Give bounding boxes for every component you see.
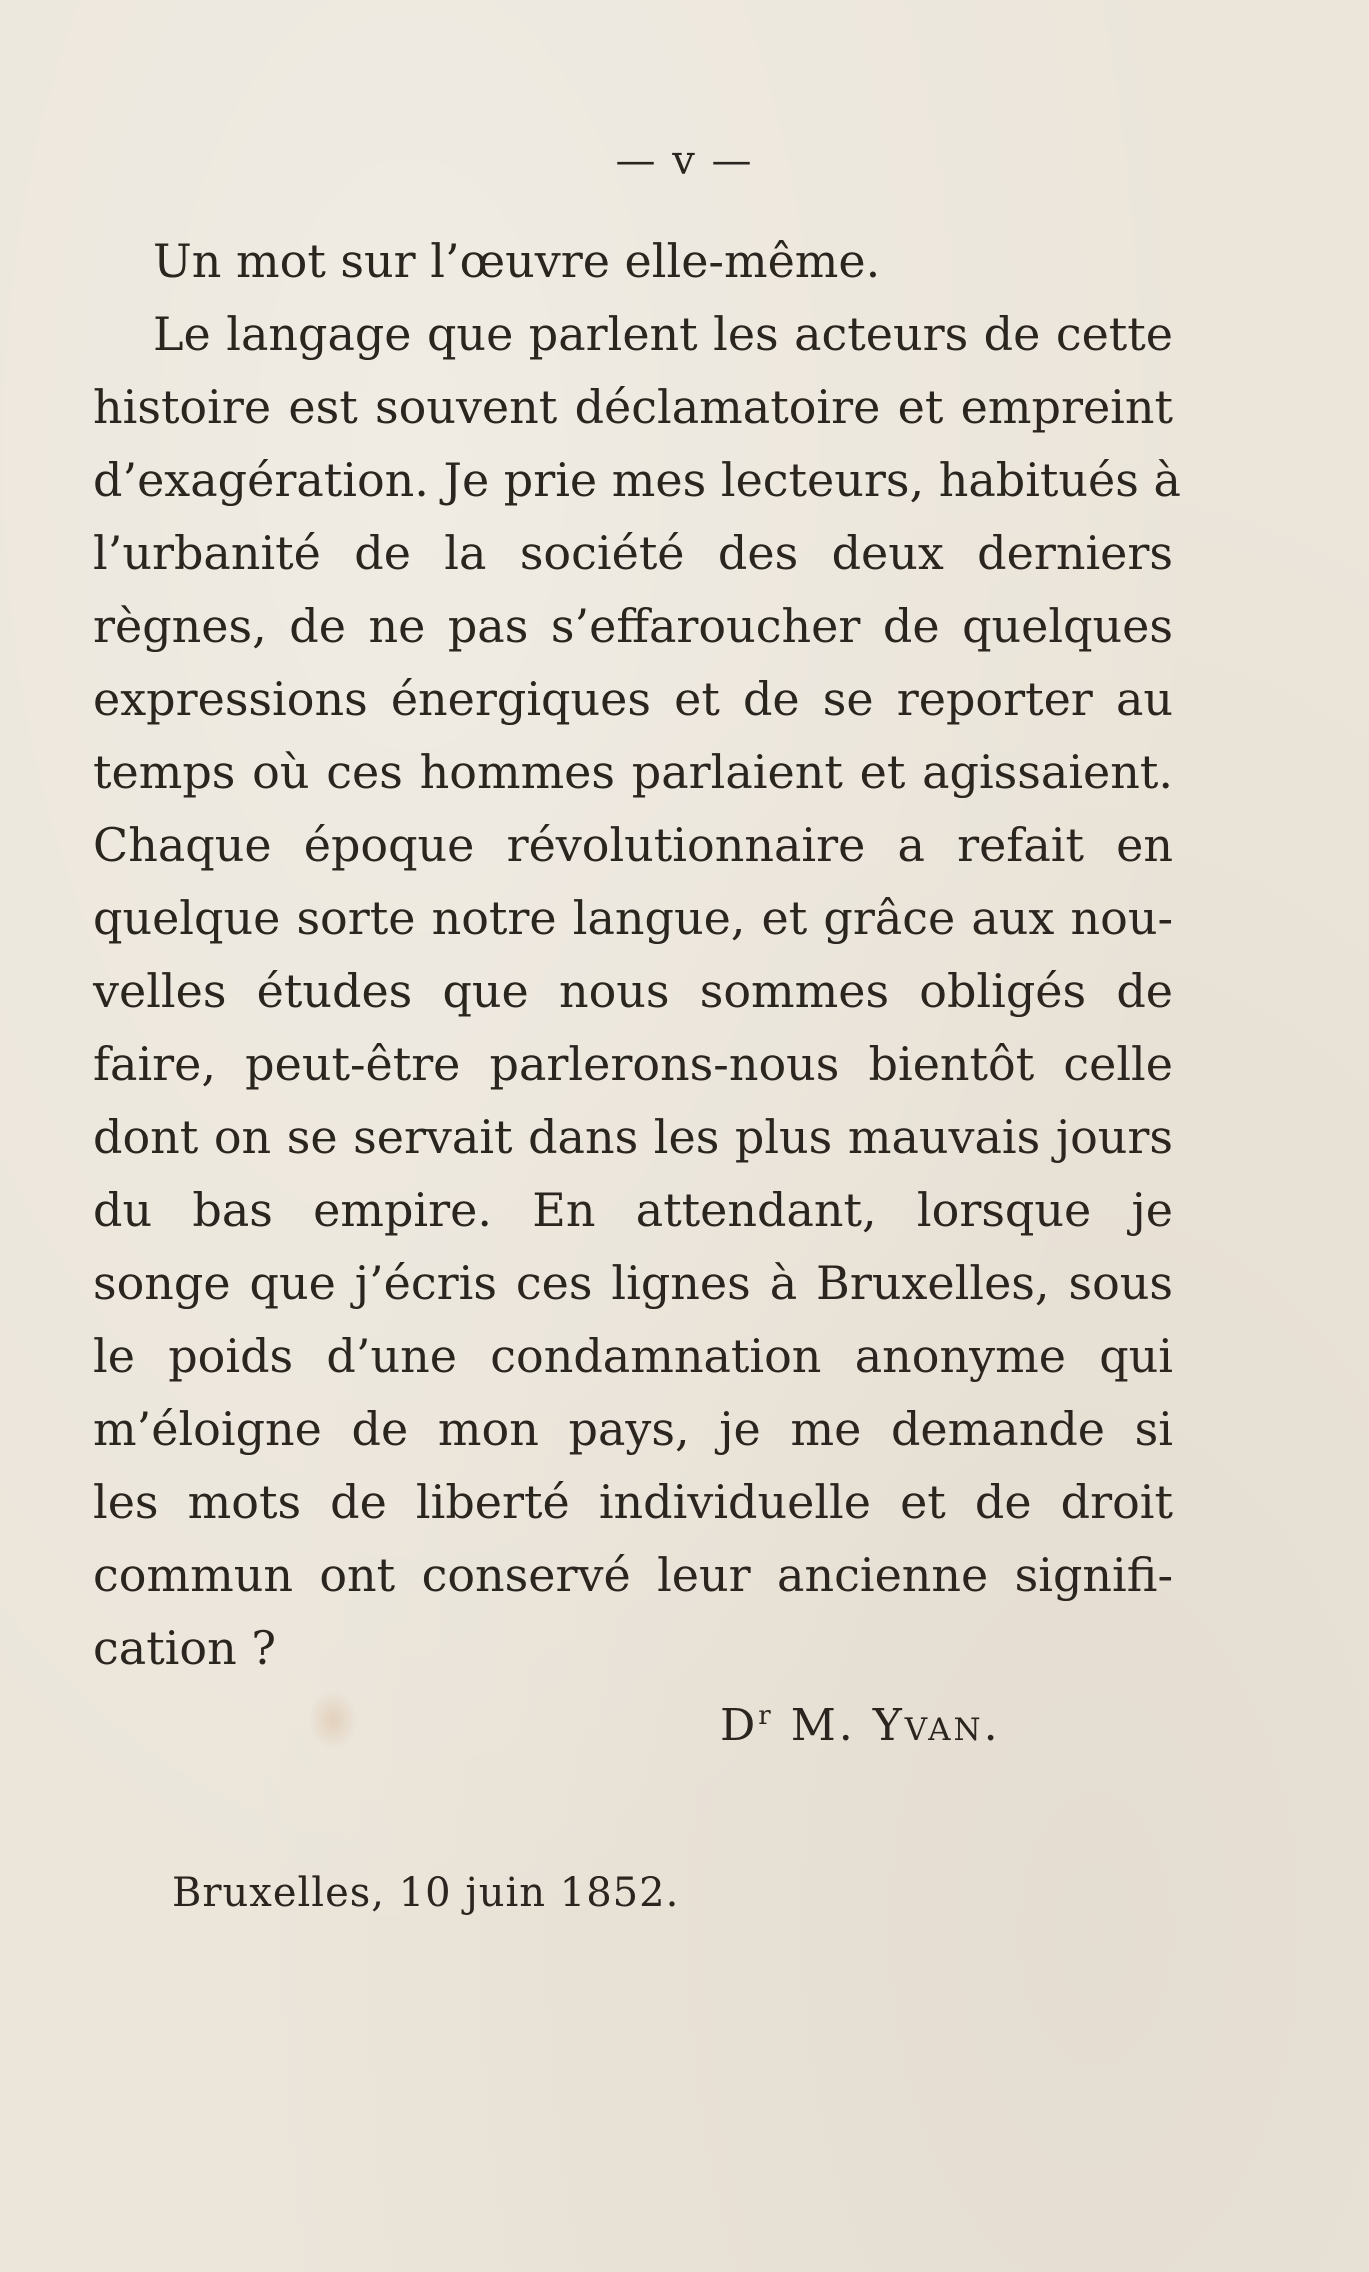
signature-name: M. Yvan. [790, 1700, 1001, 1751]
text-line: commun ont conservé leur ancienne signifi- [93, 1548, 1173, 1602]
text-line: m’éloigne de mon pays, je me demande si [93, 1402, 1173, 1456]
text-line: les mots de liberté individuelle et de droit [93, 1475, 1173, 1529]
page-number: — v — [615, 138, 754, 184]
text-line: expressions énergiques et de se reporter au [93, 672, 1173, 726]
text-line: velles études que nous sommes obligés de [93, 964, 1173, 1018]
body-text [93, 225, 1181, 1685]
paper-stain [308, 1690, 358, 1750]
text-line: faire, peut-être parlerons-nous bientôt celle [93, 1037, 1173, 1091]
text-line: quelque sorte notre langue, et grâce aux nou- [93, 891, 1173, 945]
text-line: dont on se servait dans les plus mauvais jours [93, 1110, 1173, 1164]
text-line: cation ? [93, 1621, 276, 1675]
text-line: le poids d’une condamnation anonyme qui [93, 1329, 1173, 1383]
place-date: Bruxelles, 10 juin 1852. [172, 1870, 680, 1916]
text-line: Chaque époque révolutionnaire a refait en [93, 818, 1173, 872]
text-line: Le langage que parlent les acteurs de cette [153, 307, 1173, 361]
text-line: songe que j’écris ces lignes à Bruxelles, sous [93, 1256, 1173, 1310]
author-signature [720, 1700, 1001, 1751]
text-line: Un mot sur l’œuvre elle-même. [153, 234, 881, 288]
text-line: temps où ces hommes parlaient et agissaient. [93, 745, 1173, 799]
text-line: du bas empire. En attendant, lorsque je [93, 1183, 1173, 1237]
text-line: l’urbanité de la société des deux derniers [93, 526, 1173, 580]
signature-title: D [720, 1700, 759, 1751]
signature-title-sup: r [758, 1701, 774, 1731]
text-line: histoire est souvent déclamatoire et empreint [93, 380, 1173, 434]
text-line: règnes, de ne pas s’effaroucher de quelques [93, 599, 1173, 653]
text-line: d’exagération. Je prie mes lecteurs, habitués à [93, 453, 1181, 507]
